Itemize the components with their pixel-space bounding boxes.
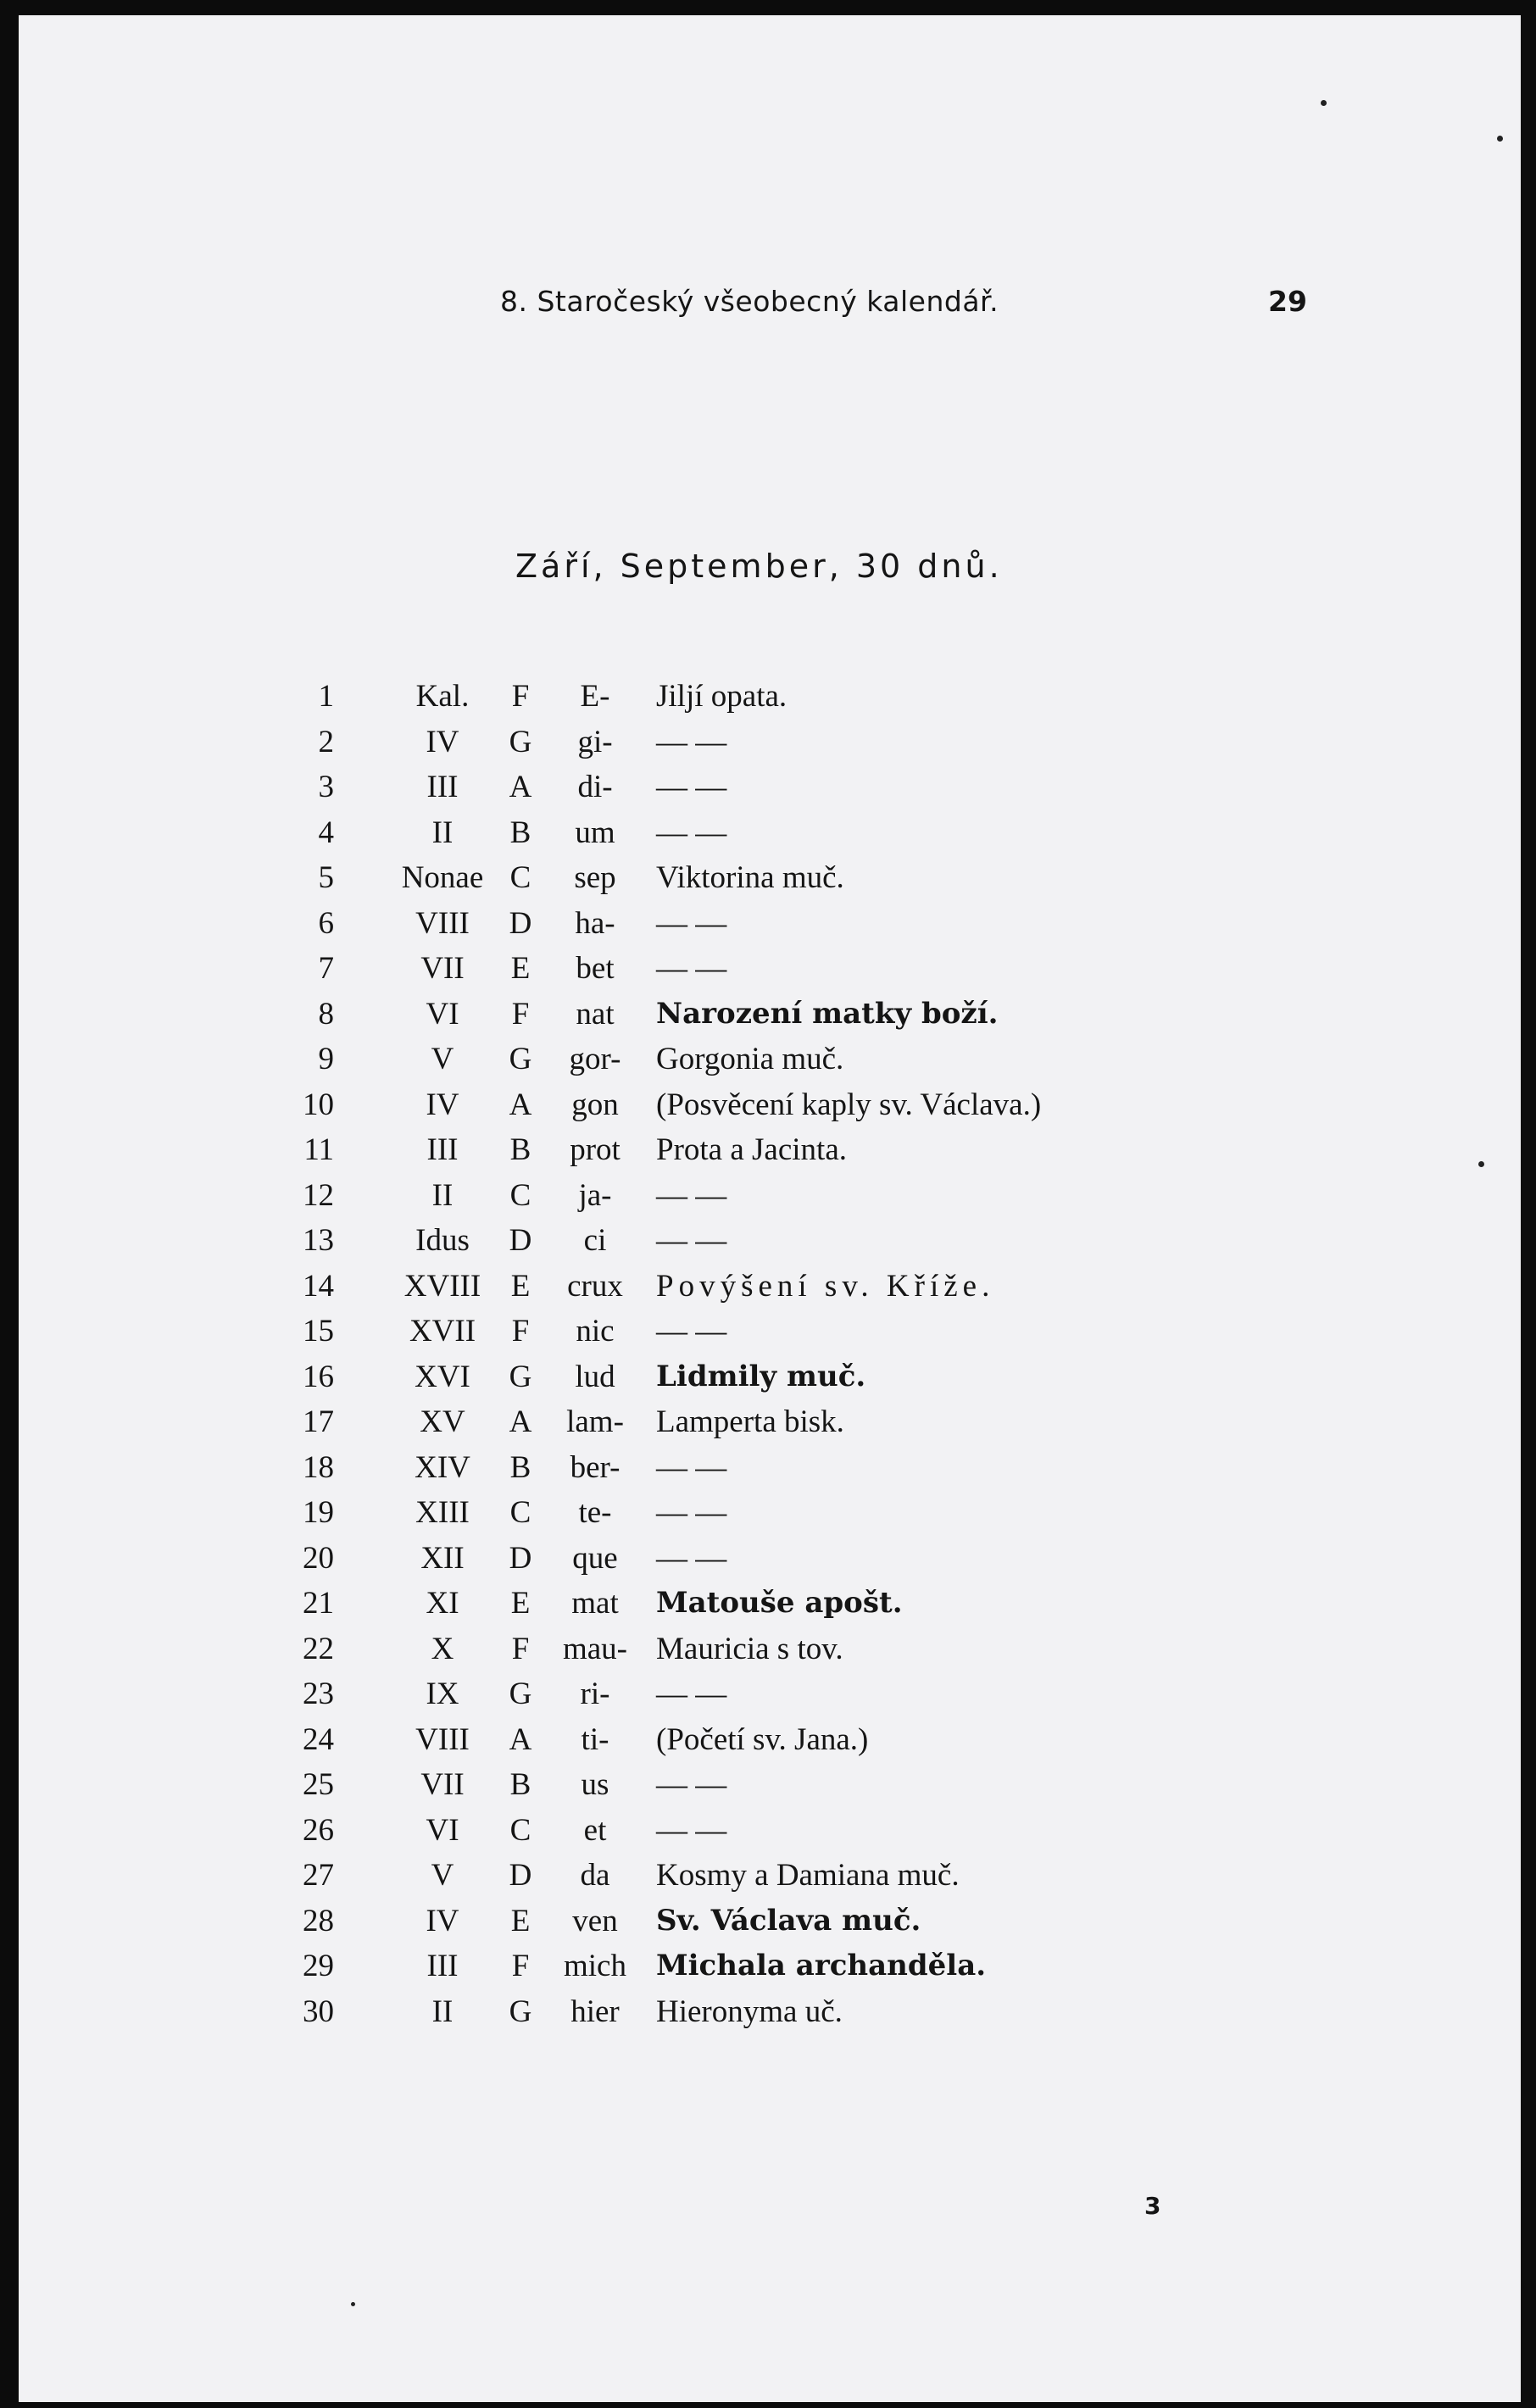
roman-date: V bbox=[431, 1042, 454, 1076]
saint-name: — — bbox=[656, 1812, 727, 1848]
dominical-letter: C bbox=[509, 1177, 531, 1213]
roman-date: XI bbox=[426, 1586, 459, 1621]
cisiojanus-syllable: mau- bbox=[562, 1631, 628, 1666]
dominical-letter: G bbox=[509, 1994, 532, 2029]
dominical-letter: E bbox=[510, 1268, 531, 1304]
roman-date: Nonae bbox=[401, 860, 484, 895]
calendar-row bbox=[273, 1173, 1121, 1219]
calendar-row bbox=[273, 1399, 1121, 1445]
day-number: 10 bbox=[303, 1087, 334, 1122]
calendar-row bbox=[273, 1354, 1121, 1400]
calendar-row bbox=[273, 810, 1121, 856]
cisiojanus-syllable: hier bbox=[570, 1994, 620, 2029]
calendar-row bbox=[273, 1445, 1121, 1491]
calendar-row bbox=[273, 674, 1121, 720]
roman-date: VII bbox=[420, 1767, 465, 1802]
day-number: 23 bbox=[303, 1677, 334, 1711]
calendar-row bbox=[273, 1627, 1121, 1672]
saint-name: Jiljí opata. bbox=[656, 679, 787, 714]
calendar-row bbox=[273, 1218, 1121, 1264]
calendar-row bbox=[273, 1762, 1121, 1808]
saint-name: — — bbox=[656, 1177, 727, 1213]
dominical-letter: F bbox=[511, 996, 530, 1032]
dominical-letter: C bbox=[509, 860, 531, 895]
roman-date: XVIII bbox=[403, 1268, 481, 1304]
calendar-row bbox=[273, 1989, 1121, 2035]
ink-speck bbox=[351, 2302, 355, 2306]
dominical-letter: A bbox=[509, 1087, 532, 1122]
roman-date: IV bbox=[426, 1087, 459, 1122]
cisiojanus-syllable: da bbox=[580, 1858, 610, 1893]
saint-name: Hieronyma uč. bbox=[656, 1994, 843, 2029]
cisiojanus-syllable: us bbox=[581, 1767, 609, 1802]
day-number: 17 bbox=[303, 1404, 334, 1439]
day-number: 18 bbox=[303, 1449, 334, 1485]
cisiojanus-syllable: ri- bbox=[580, 1677, 610, 1711]
cisiojanus-syllable: mich bbox=[564, 1949, 626, 1983]
day-number: 7 bbox=[318, 951, 334, 986]
day-number: 20 bbox=[303, 1540, 334, 1576]
roman-date: XIII bbox=[415, 1495, 470, 1530]
saint-name: — — bbox=[656, 1314, 727, 1349]
day-number: 2 bbox=[318, 724, 334, 759]
cisiojanus-syllable: nat bbox=[576, 996, 615, 1032]
cisiojanus-syllable: di- bbox=[577, 770, 613, 804]
dominical-letter: E bbox=[510, 1903, 531, 1938]
signature-mark: 3 bbox=[1144, 2192, 1161, 2220]
day-number: 19 bbox=[303, 1495, 334, 1530]
day-number: 15 bbox=[303, 1314, 334, 1349]
calendar-row bbox=[273, 1899, 1121, 1944]
saint-name: — — bbox=[656, 951, 727, 986]
saint-name: Lidmily muč. bbox=[656, 1359, 866, 1393]
saint-name: (Posvěcení kaply sv. Václava.) bbox=[656, 1087, 1042, 1122]
calendar-row bbox=[273, 1037, 1121, 1082]
cisiojanus-syllable: ven bbox=[572, 1903, 618, 1938]
calendar-row bbox=[273, 1853, 1121, 1899]
dominical-letter: C bbox=[509, 1812, 531, 1848]
cisiojanus-syllable: que bbox=[572, 1540, 618, 1576]
cisiojanus-syllable: lud bbox=[575, 1359, 615, 1394]
day-number: 30 bbox=[303, 1994, 334, 2029]
saint-name: — — bbox=[656, 1495, 727, 1530]
saint-name: Povýšení sv. Kříže. bbox=[656, 1268, 995, 1304]
saint-name: Kosmy a Damiana muč. bbox=[656, 1858, 960, 1893]
roman-date: Kal. bbox=[415, 679, 470, 714]
roman-date: XII bbox=[420, 1540, 465, 1576]
day-number: 16 bbox=[303, 1359, 334, 1394]
dominical-letter: A bbox=[509, 770, 532, 804]
cisiojanus-syllable: gon bbox=[571, 1087, 619, 1122]
cisiojanus-syllable: et bbox=[583, 1812, 607, 1848]
book-page bbox=[19, 15, 1521, 2402]
dominical-letter: G bbox=[509, 724, 532, 759]
cisiojanus-syllable: bet bbox=[576, 951, 615, 986]
day-number: 26 bbox=[303, 1812, 334, 1848]
day-number: 11 bbox=[303, 1132, 334, 1167]
cisiojanus-syllable: mat bbox=[571, 1586, 619, 1621]
cisiojanus-syllable: sep bbox=[574, 860, 616, 895]
roman-date: III bbox=[426, 1949, 459, 1983]
roman-date: VI bbox=[426, 1812, 459, 1848]
roman-date: II bbox=[431, 1177, 454, 1213]
saint-name: Prota a Jacinta. bbox=[656, 1132, 847, 1167]
day-number: 1 bbox=[318, 679, 334, 714]
page-number: 29 bbox=[1268, 285, 1307, 318]
roman-date: IV bbox=[426, 1903, 459, 1938]
saint-name: — — bbox=[656, 1540, 727, 1576]
roman-date: II bbox=[431, 815, 454, 850]
day-number: 24 bbox=[303, 1721, 334, 1757]
calendar-row bbox=[273, 1490, 1121, 1536]
dominical-letter: E bbox=[510, 1586, 531, 1621]
saint-name: Michala archanděla. bbox=[656, 1949, 987, 1983]
calendar-row bbox=[273, 1082, 1121, 1128]
day-number: 8 bbox=[318, 996, 334, 1032]
cisiojanus-syllable: E- bbox=[580, 679, 610, 714]
ink-speck bbox=[1321, 100, 1327, 106]
calendar-row bbox=[273, 1581, 1121, 1627]
dominical-letter: F bbox=[511, 1314, 530, 1349]
running-head: 8. Staročeský všeobecný kalendář. bbox=[500, 285, 999, 318]
calendar-row bbox=[273, 946, 1121, 992]
dominical-letter: D bbox=[509, 1223, 532, 1258]
saint-name: Narození matky boží. bbox=[656, 996, 999, 1031]
ink-speck bbox=[1497, 136, 1503, 142]
day-number: 13 bbox=[303, 1223, 334, 1258]
calendar-row bbox=[273, 1264, 1121, 1310]
roman-date: VI bbox=[426, 996, 459, 1032]
cisiojanus-syllable: gor- bbox=[569, 1042, 621, 1076]
calendar-row bbox=[273, 720, 1121, 765]
dominical-letter: B bbox=[509, 815, 531, 850]
dominical-letter: D bbox=[509, 905, 532, 941]
day-number: 12 bbox=[303, 1177, 334, 1213]
roman-date: V bbox=[431, 1858, 454, 1893]
calendar-row bbox=[273, 765, 1121, 810]
dominical-letter: F bbox=[511, 679, 530, 714]
calendar-row bbox=[273, 901, 1121, 947]
day-number: 22 bbox=[303, 1631, 334, 1666]
dominical-letter: G bbox=[509, 1359, 532, 1394]
dominical-letter: D bbox=[509, 1858, 532, 1893]
cisiojanus-syllable: te- bbox=[578, 1495, 612, 1530]
roman-date: XVI bbox=[415, 1359, 470, 1394]
cisiojanus-syllable: ber- bbox=[570, 1449, 621, 1485]
day-number: 3 bbox=[318, 770, 334, 804]
dominical-letter: G bbox=[509, 1677, 532, 1711]
calendar-row bbox=[273, 1536, 1121, 1582]
dominical-letter: A bbox=[509, 1404, 532, 1439]
roman-date: XVII bbox=[409, 1314, 476, 1349]
dominical-letter: C bbox=[509, 1495, 531, 1530]
dominical-letter: G bbox=[509, 1042, 532, 1076]
calendar-row bbox=[273, 855, 1121, 901]
cisiojanus-syllable: crux bbox=[567, 1268, 623, 1304]
calendar-row bbox=[273, 1309, 1121, 1354]
cisiojanus-syllable: ci bbox=[583, 1223, 607, 1258]
saint-name: Lamperta bisk. bbox=[656, 1404, 844, 1439]
cisiojanus-syllable: nic bbox=[576, 1314, 615, 1349]
saint-name: — — bbox=[656, 1767, 727, 1802]
calendar-row bbox=[273, 992, 1121, 1037]
roman-date: IV bbox=[426, 724, 459, 759]
cisiojanus-syllable: gi- bbox=[577, 724, 613, 759]
dominical-letter: B bbox=[509, 1767, 531, 1802]
dominical-letter: B bbox=[509, 1132, 531, 1167]
cisiojanus-syllable: ti- bbox=[581, 1721, 609, 1757]
saint-name: — — bbox=[656, 1677, 727, 1711]
roman-date: II bbox=[431, 1994, 454, 2029]
day-number: 28 bbox=[303, 1903, 334, 1938]
roman-date: III bbox=[426, 770, 459, 804]
saint-name: — — bbox=[656, 1449, 727, 1485]
day-number: 14 bbox=[303, 1268, 334, 1304]
calendar-row bbox=[273, 1127, 1121, 1173]
month-title: Září, September, 30 dnů. bbox=[515, 548, 1003, 585]
calendar-row bbox=[273, 1808, 1121, 1854]
saint-name: — — bbox=[656, 905, 727, 941]
saint-name: — — bbox=[656, 1223, 727, 1258]
calendar-row bbox=[273, 1717, 1121, 1763]
dominical-letter: F bbox=[511, 1631, 530, 1666]
saint-name: Matouše apošt. bbox=[656, 1586, 903, 1620]
saint-name: — — bbox=[656, 815, 727, 850]
roman-date: X bbox=[431, 1631, 454, 1666]
calendar-row bbox=[273, 1944, 1121, 1989]
roman-date: XIV bbox=[415, 1449, 470, 1485]
roman-date: III bbox=[426, 1132, 459, 1167]
cisiojanus-syllable: lam- bbox=[566, 1404, 624, 1439]
dominical-letter: F bbox=[511, 1949, 530, 1983]
dominical-letter: B bbox=[509, 1449, 531, 1485]
roman-date: VIII bbox=[415, 1721, 470, 1757]
day-number: 9 bbox=[318, 1042, 334, 1076]
cisiojanus-syllable: ja- bbox=[578, 1177, 612, 1213]
saint-name: — — bbox=[656, 724, 727, 759]
cisiojanus-syllable: ha- bbox=[575, 905, 615, 941]
calendar-row bbox=[273, 1671, 1121, 1717]
saint-name: Viktorina muč. bbox=[656, 860, 844, 895]
roman-date: VIII bbox=[415, 905, 470, 941]
saint-name: — — bbox=[656, 770, 727, 804]
roman-date: VII bbox=[420, 951, 465, 986]
cisiojanus-syllable: um bbox=[575, 815, 615, 850]
dominical-letter: A bbox=[509, 1721, 532, 1757]
dominical-letter: D bbox=[509, 1540, 532, 1576]
saint-name: (Početí sv. Jana.) bbox=[656, 1721, 869, 1757]
day-number: 21 bbox=[303, 1586, 334, 1621]
saint-name: Mauricia s tov. bbox=[656, 1631, 843, 1666]
cisiojanus-syllable: prot bbox=[570, 1132, 621, 1167]
roman-date: IX bbox=[426, 1677, 459, 1711]
roman-date: XV bbox=[420, 1404, 465, 1439]
dominical-letter: E bbox=[510, 951, 531, 986]
ink-speck bbox=[1478, 1161, 1484, 1167]
day-number: 27 bbox=[303, 1858, 334, 1893]
day-number: 4 bbox=[318, 815, 334, 850]
saint-name: Sv. Václava muč. bbox=[656, 1903, 921, 1938]
day-number: 6 bbox=[318, 905, 334, 941]
day-number: 25 bbox=[303, 1767, 334, 1802]
saint-name: Gorgonia muč. bbox=[656, 1042, 844, 1076]
day-number: 29 bbox=[303, 1949, 334, 1983]
calendar-table bbox=[273, 674, 1121, 2034]
day-number: 5 bbox=[318, 860, 334, 895]
roman-date: Idus bbox=[415, 1223, 470, 1258]
